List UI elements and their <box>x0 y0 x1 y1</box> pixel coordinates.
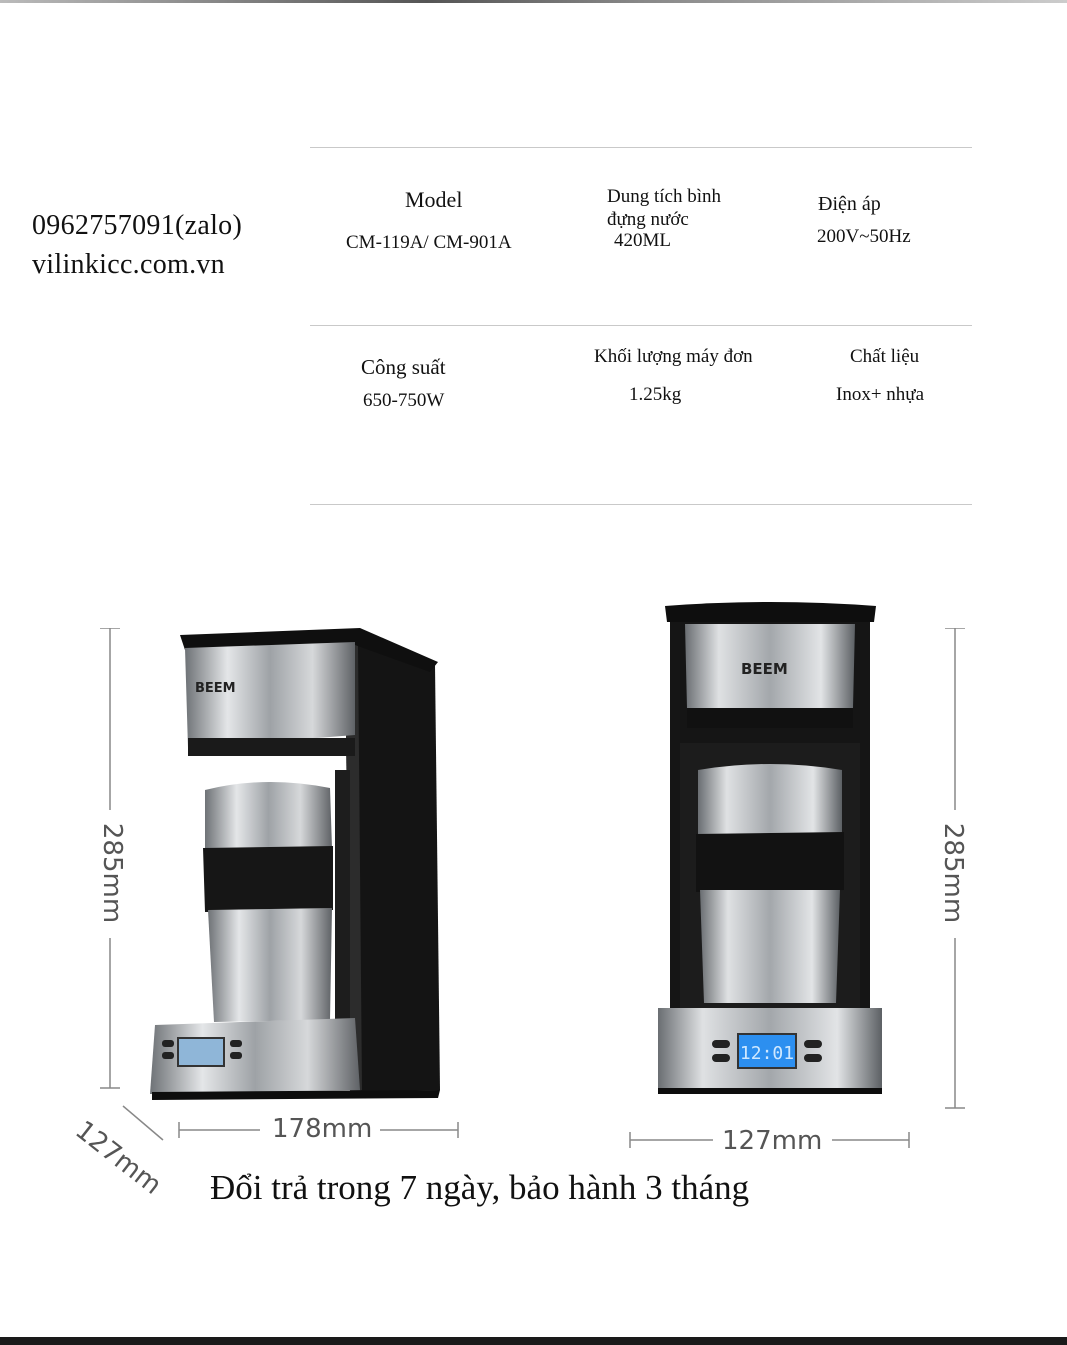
width-label-left: 178mm <box>272 1114 373 1144</box>
spec-power-value: 650-750W <box>363 390 445 411</box>
top-border <box>0 0 1067 3</box>
spec-power-label: Công suất <box>361 355 446 379</box>
depth-label-left: 127mm <box>69 1115 167 1201</box>
spec-weight-value: 1.25kg <box>629 384 682 405</box>
spec-divider-middle <box>310 325 972 326</box>
brand-logo: BEEM <box>195 681 236 696</box>
spec-weight-label: Khối lượng máy đơn <box>594 346 753 367</box>
spec-voltage-label: Điện áp <box>818 193 881 215</box>
spec-model-value: CM-119A/ CM-901A <box>346 232 512 253</box>
contact-website: vilinkicc.com.vn <box>32 249 225 280</box>
lcd-time: 12:01 <box>739 1043 795 1064</box>
spec-capacity-label-1: Dung tích bình <box>607 186 721 207</box>
return-warranty-policy: Đổi trả trong 7 ngày, bảo hành 3 tháng <box>210 1168 750 1207</box>
contact-phone: 0962757091(zalo) <box>32 210 243 241</box>
spec-model-label: Model <box>405 187 463 212</box>
dimension-lines-left <box>95 628 475 1148</box>
spec-material-value: Inox+ nhựa <box>836 384 925 405</box>
spec-divider-top <box>310 147 972 148</box>
spec-capacity-label-2: đựng nước <box>607 209 689 230</box>
height-label-right: 285mm <box>938 822 968 924</box>
spec-capacity-value: 420ML <box>614 230 671 251</box>
brand-logo-front: BEEM <box>741 660 788 678</box>
spec-material-label: Chất liệu <box>850 346 920 367</box>
bottom-border <box>0 1337 1067 1345</box>
spec-voltage-value: 200V~50Hz <box>817 226 911 247</box>
height-label-left: 285mm <box>97 822 127 924</box>
width-label-right: 127mm <box>722 1126 823 1156</box>
dimension-lines-right <box>625 628 975 1148</box>
spec-divider-bottom <box>310 504 972 505</box>
